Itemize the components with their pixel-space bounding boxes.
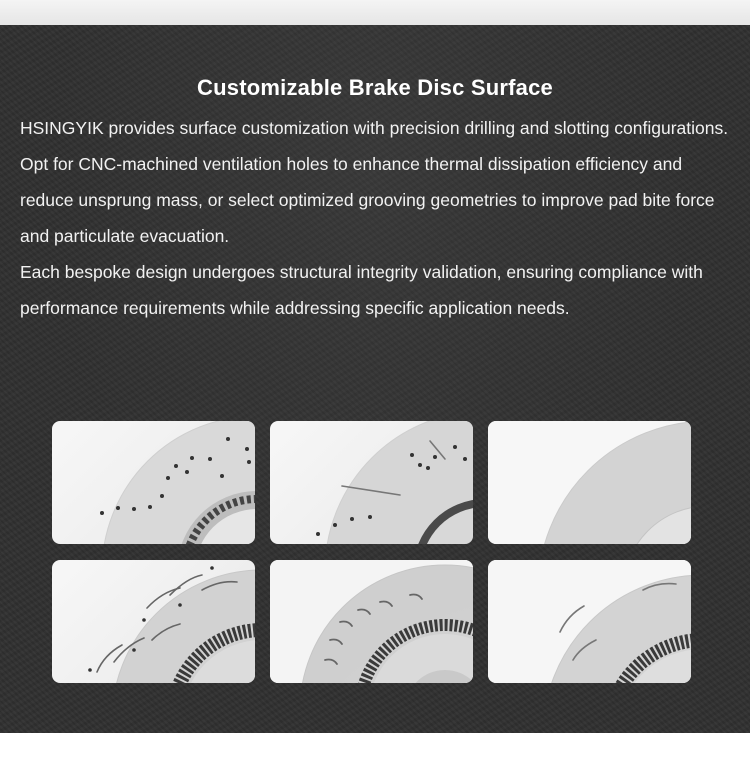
top-strip [0, 0, 750, 25]
disc-image-curved-slotted-drilled [52, 560, 255, 683]
disc-image-drilled [52, 421, 255, 544]
bottom-strip [0, 733, 750, 777]
disc-image-curved-slotted [488, 560, 691, 683]
disc-image-drilled-slotted [270, 421, 473, 544]
description-paragraph-1: HSINGYIK provides surface customization with precision drilling and slotting configurations. [20, 118, 729, 138]
section-title: Customizable Brake Disc Surface [197, 75, 553, 100]
description-paragraph-3: Each bespoke design undergoes structural integrity validation, ensuring compliance with performance requirements while addressing specific application needs. [20, 262, 703, 318]
disc-image-hook-slotted [270, 560, 473, 683]
disc-image-plain [488, 421, 691, 544]
disc-gallery [52, 421, 692, 683]
description-paragraph-2: Opt for CNC-machined ventilation holes to enhance thermal dissipation efficiency and reduce unsprung mass, or select optimized grooving geometries to improve pad bite force and particulate evacuation. [20, 154, 715, 246]
description [20, 110, 732, 326]
